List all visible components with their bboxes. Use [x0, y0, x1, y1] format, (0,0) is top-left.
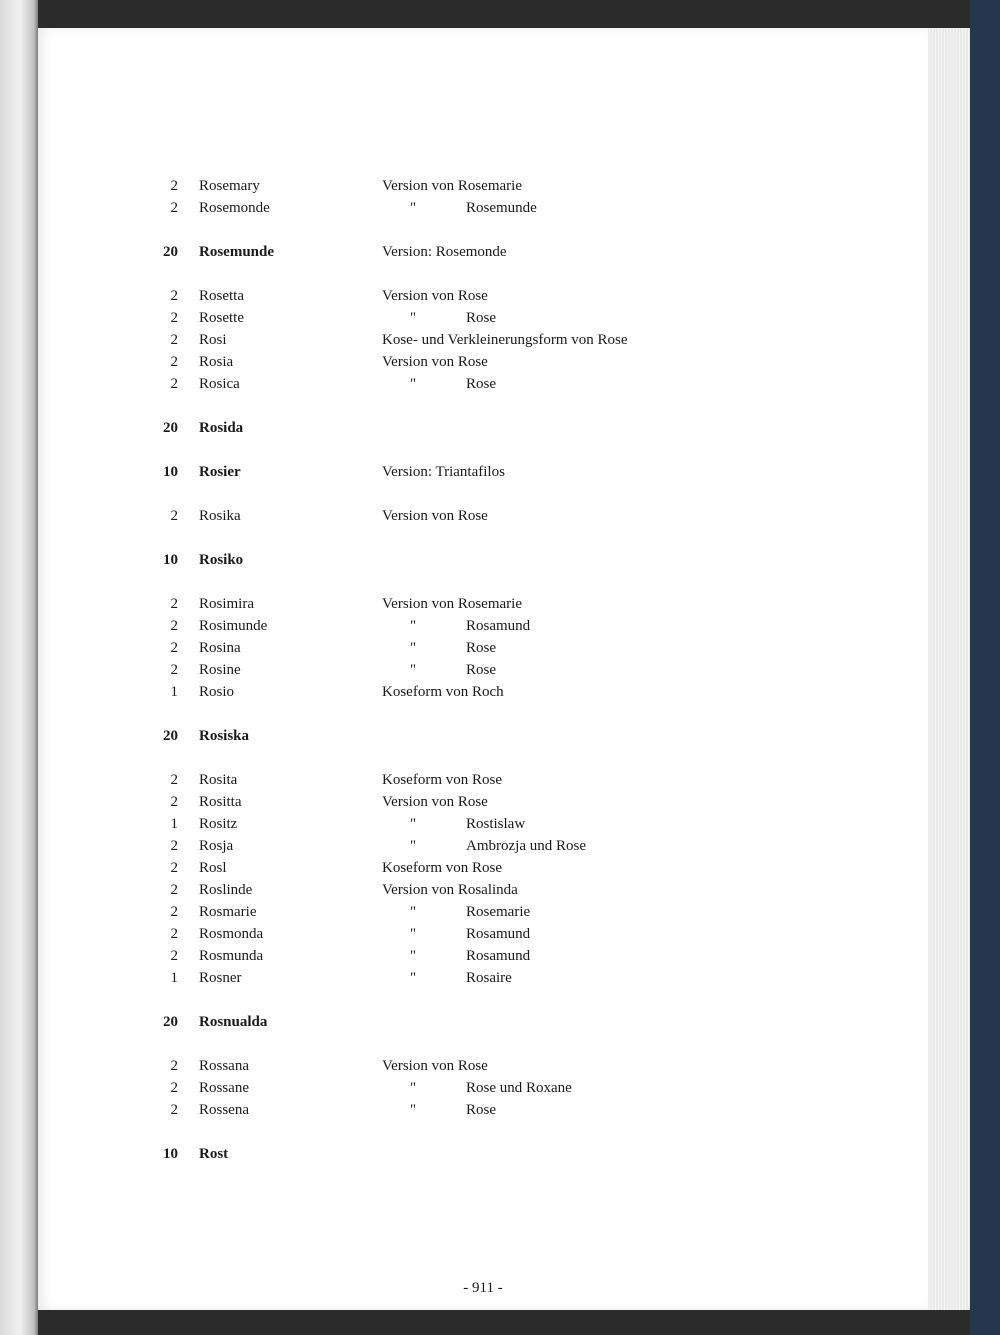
book-page — [38, 28, 928, 1310]
entry-number: 2 — [170, 596, 178, 612]
entry-number: 20 — [163, 420, 178, 436]
entry-number: 1 — [170, 970, 178, 986]
list-item — [38, 1144, 928, 1164]
entry-reference: Rose und Roxane — [466, 1080, 572, 1096]
entry-reference: Ambrozja und Rose — [466, 838, 586, 854]
list-item — [38, 418, 928, 438]
entry-reference: Rostislaw — [466, 816, 526, 832]
entry-number: 2 — [170, 926, 178, 942]
list-item — [38, 858, 928, 878]
entry-number: 2 — [170, 948, 178, 964]
list-item — [38, 352, 928, 372]
entry-name: Rosina — [199, 640, 241, 656]
list-item — [38, 176, 928, 196]
entry-name: Rosine — [199, 662, 241, 678]
ditto-mark: " — [410, 640, 417, 656]
page-number: - 911 - — [463, 1280, 503, 1296]
list-item — [38, 594, 928, 614]
ditto-mark: " — [410, 838, 417, 854]
entry-number: 2 — [170, 200, 178, 216]
entry-reference: Rose — [466, 662, 496, 678]
entry-number: 2 — [170, 794, 178, 810]
entry-description: Koseform von Rose — [382, 860, 502, 876]
list-item — [38, 550, 928, 570]
entry-number: 2 — [170, 882, 178, 898]
entry-number: 20 — [163, 244, 178, 260]
list-item — [38, 330, 928, 350]
ditto-mark: " — [410, 926, 417, 942]
entry-reference: Rosamund — [466, 948, 531, 964]
entry-description: Version: Rosemonde — [382, 244, 507, 260]
entry-number: 2 — [170, 332, 178, 348]
list-item — [38, 374, 928, 394]
entry-name: Rosio — [199, 684, 235, 700]
entry-name: Rosette — [199, 310, 244, 326]
entry-name: Rosner — [199, 970, 242, 986]
entry-description: Version von Rose — [382, 794, 488, 810]
ditto-mark: " — [410, 310, 417, 326]
entry-name: Rosi — [199, 332, 227, 348]
name-list — [38, 28, 928, 1310]
entry-name: Rosier — [199, 464, 241, 480]
entry-number: 10 — [163, 1146, 178, 1162]
ditto-mark: " — [410, 904, 417, 920]
entry-number: 2 — [170, 376, 178, 392]
list-item — [38, 792, 928, 812]
list-item — [38, 638, 928, 658]
entry-number: 2 — [170, 618, 178, 634]
entry-reference: Rosamund — [466, 618, 531, 634]
entry-name: Rosja — [199, 838, 234, 854]
entry-name: Rosiko — [199, 552, 244, 568]
entry-description: Version von Rose — [382, 354, 488, 370]
entry-name: Rosimunde — [199, 618, 268, 634]
list-item — [38, 1100, 928, 1120]
book-cover-right — [970, 0, 1000, 1335]
book-spine-left — [0, 0, 38, 1335]
entry-name: Rossena — [199, 1102, 249, 1118]
entry-name: Rosmonda — [199, 926, 264, 942]
entry-description: Version von Rosemarie — [382, 596, 522, 612]
page-edges — [928, 28, 970, 1310]
entry-reference: Rose — [466, 310, 496, 326]
entry-description: Version: Triantafilos — [382, 464, 505, 480]
ditto-mark: " — [410, 662, 417, 678]
list-item — [38, 462, 928, 482]
list-item — [38, 880, 928, 900]
entry-name: Rosl — [199, 860, 227, 876]
entry-reference: Rosemunde — [466, 200, 537, 216]
list-item — [38, 770, 928, 790]
list-item — [38, 198, 928, 218]
entry-number: 2 — [170, 662, 178, 678]
ditto-mark: " — [410, 948, 417, 964]
entry-number: 2 — [170, 354, 178, 370]
list-item — [38, 726, 928, 746]
ditto-mark: " — [410, 1080, 417, 1096]
entry-description: Version von Rose — [382, 288, 488, 304]
list-item — [38, 242, 928, 262]
entry-name: Rosmarie — [199, 904, 257, 920]
entry-number: 2 — [170, 310, 178, 326]
list-item — [38, 506, 928, 526]
list-item — [38, 902, 928, 922]
list-item — [38, 1078, 928, 1098]
list-item — [38, 660, 928, 680]
list-item — [38, 968, 928, 988]
ditto-mark: " — [410, 200, 417, 216]
entry-name: Rosnualda — [199, 1014, 268, 1030]
entry-name: Rosimira — [199, 596, 254, 612]
ditto-mark: " — [410, 816, 417, 832]
entry-number: 10 — [163, 552, 178, 568]
entry-name: Rossana — [199, 1058, 249, 1074]
list-item — [38, 946, 928, 966]
entry-name: Rosiska — [199, 728, 250, 744]
ditto-mark: " — [410, 970, 417, 986]
entry-reference: Rosamund — [466, 926, 531, 942]
entry-description: Version von Rosalinda — [382, 882, 518, 898]
list-item — [38, 924, 928, 944]
list-item — [38, 682, 928, 702]
entry-name: Rossane — [199, 1080, 249, 1096]
entry-description: Version von Rose — [382, 508, 488, 524]
list-item — [38, 836, 928, 856]
entry-number: 10 — [163, 464, 178, 480]
entry-number: 2 — [170, 838, 178, 854]
entry-name: Rosia — [199, 354, 234, 370]
entry-reference: Rosemarie — [466, 904, 531, 920]
entry-number: 2 — [170, 288, 178, 304]
list-item — [38, 1056, 928, 1076]
entry-name: Roslinde — [199, 882, 253, 898]
entry-number: 1 — [170, 816, 178, 832]
list-item — [38, 308, 928, 328]
entry-name: Rosemonde — [199, 200, 270, 216]
entry-name: Rositz — [199, 816, 238, 832]
entry-number: 2 — [170, 1058, 178, 1074]
entry-name: Rosita — [199, 772, 238, 788]
entry-reference: Rosaire — [466, 970, 512, 986]
entry-description: Version von Rosemarie — [382, 178, 522, 194]
entry-name: Rosemunde — [199, 244, 275, 260]
entry-number: 2 — [170, 178, 178, 194]
ditto-mark: " — [410, 618, 417, 634]
entry-description: Koseform von Rose — [382, 772, 502, 788]
entry-number: 2 — [170, 508, 178, 524]
entry-number: 2 — [170, 904, 178, 920]
entry-name: Rosica — [199, 376, 240, 392]
entry-reference: Rose — [466, 640, 496, 656]
entry-number: 20 — [163, 1014, 178, 1030]
entry-description: Version von Rose — [382, 1058, 488, 1074]
entry-description: Koseform von Roch — [382, 684, 504, 700]
entry-number: 1 — [170, 684, 178, 700]
entry-number: 2 — [170, 1102, 178, 1118]
entry-name: Rost — [199, 1146, 229, 1162]
entry-name: Rositta — [199, 794, 242, 810]
entry-name: Rosmunda — [199, 948, 264, 964]
entry-name: Rosika — [199, 508, 241, 524]
ditto-mark: " — [410, 1102, 417, 1118]
ditto-mark: " — [410, 376, 417, 392]
entry-number: 2 — [170, 860, 178, 876]
list-item — [38, 616, 928, 636]
list-item — [38, 1012, 928, 1032]
list-item — [38, 814, 928, 834]
entry-reference: Rose — [466, 376, 496, 392]
entry-description: Kose- und Verkleinerungsform von Rose — [382, 332, 628, 348]
entry-number: 2 — [170, 1080, 178, 1096]
entry-number: 2 — [170, 772, 178, 788]
list-item — [38, 286, 928, 306]
entry-number: 2 — [170, 640, 178, 656]
entry-name: Rosemary — [199, 178, 260, 194]
entry-name: Rosetta — [199, 288, 244, 304]
entry-name: Rosida — [199, 420, 244, 436]
entry-number: 20 — [163, 728, 178, 744]
entry-reference: Rose — [466, 1102, 496, 1118]
